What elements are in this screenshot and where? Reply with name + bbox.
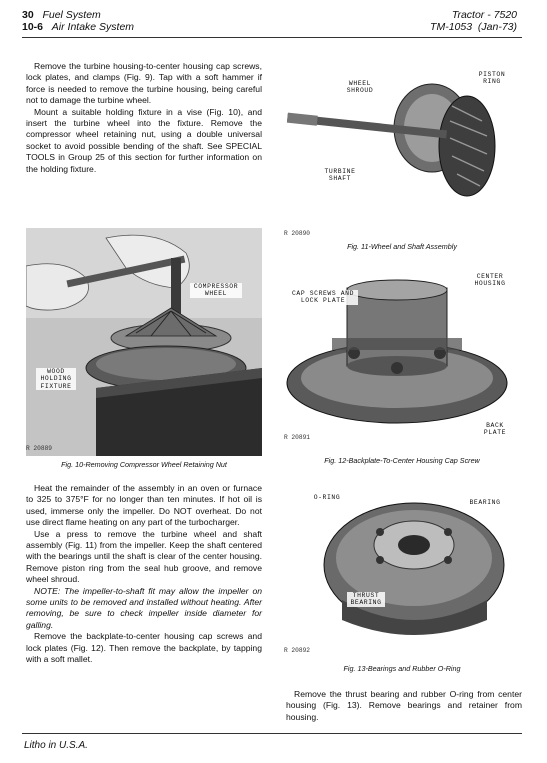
fig11-number: R 20890 (284, 230, 310, 237)
fig10-photo (26, 228, 262, 456)
fig10-illustration (26, 228, 262, 456)
page-header-left (22, 9, 134, 33)
paragraph: Heat the remainder of the assembly in an oven or furnace to 325 to 375°F for no longer than ten minutes. If hot oil is used, immerse only the impeller. Do NOT overheat. Do not use direct flame heating on any part of the turbocharger. (26, 483, 262, 528)
fig10-caption: Fig. 10-Removing Compressor Wheel Retaining Nut (61, 460, 227, 469)
callout-o-ring: O-RING (310, 494, 344, 501)
callout-turbine-shaft: TURBINE SHAFT (320, 168, 360, 183)
callout-center-housing: CENTER HOUSING (466, 273, 514, 288)
fig11-caption: Fig. 11-Wheel and Shaft Assembly (347, 242, 457, 251)
callout-wheel-shroud: WHEEL SHROUD (340, 80, 380, 95)
fig11-photo (282, 66, 522, 224)
footer-text: Litho in U.S.A. (24, 740, 88, 751)
page-number: 30 (22, 9, 34, 21)
callout-compressor-wheel: COMPRESSOR WHEEL (190, 283, 242, 298)
paragraph: Use a press to remove the turbine wheel and shaft assembly (Fig. 11) from the impeller. Keep the shaft centered with the bearings until the shaft is clear of the center housing. Remove piston ring from the seal hub groove, and remove wheel shroud. (26, 528, 262, 585)
fig12-caption: Fig. 12-Backplate-To-Center Housing Cap Screw (324, 456, 480, 465)
section-title: Fuel System (42, 9, 101, 21)
paragraph: Remove the thrust bearing and rubber O-ring from center housing (Fig. 13). Remove bearings and retainer from housing. (286, 689, 522, 722)
callout-cap-screws: CAP SCREWS AND LOCK PLATE (288, 290, 358, 305)
fig12-number: R 20891 (284, 434, 310, 441)
callout-wood-holding-fixture: WOOD HOLDING FIXTURE (36, 368, 76, 390)
manual-number: TM-1053 (430, 21, 473, 33)
fig13-number: R 20892 (284, 647, 310, 654)
subpage-number: 10-6 (22, 21, 44, 33)
callout-bearing: BEARING (464, 499, 506, 506)
paragraph: Mount a suitable holding fixture in a vise (Fig. 10), and insert the turbine wheel into the fixture. Remove the compressor wheel retaining nut, using a double universal socket to avoid possible bending of the shaft. See SPECIAL TOOLS in Group 25 of this section for further information on the holding fixture. (26, 106, 262, 174)
left-top-text (26, 61, 262, 175)
fig13-caption: Fig. 13-Bearings and Rubber O-Ring (343, 664, 461, 673)
page-header-right (430, 9, 517, 33)
header-rule (22, 37, 522, 38)
manual-date: (Jan-73) (477, 21, 517, 33)
callout-thrust-bearing: THRUST BEARING (347, 592, 385, 607)
left-bottom-text (26, 483, 262, 666)
subsection-title: Air Intake System (51, 21, 135, 33)
fig13-illustration (282, 490, 522, 638)
manual-title: Tractor - 7520 (451, 9, 517, 21)
paragraph: Remove the backplate-to-center housing cap screws and lock plates (Fig. 12). Then remove the backplate, by tapping with a soft mallet. (26, 631, 262, 665)
note-paragraph: NOTE: The impeller-to-shaft fit may allow the impeller on some units to be removed and installed without heating. After removing, be sure to check impeller inside diameter for galling. (26, 585, 262, 630)
fig10-number: R 20889 (26, 445, 52, 452)
fig13-photo (282, 490, 522, 638)
fig11-illustration (282, 66, 522, 224)
paragraph: Remove the turbine housing-to-center housing cap screws, lock plates, and clamps (Fig. 9). Tap with a soft hammer if force is needed to remove the turbine housing, being careful not to damage the turbine wheel. (26, 61, 262, 106)
footer-rule (22, 733, 522, 734)
callout-back-plate: BACK PLATE (478, 422, 512, 437)
right-bottom-text (286, 689, 522, 723)
callout-piston-ring: PISTON RING (472, 71, 512, 86)
